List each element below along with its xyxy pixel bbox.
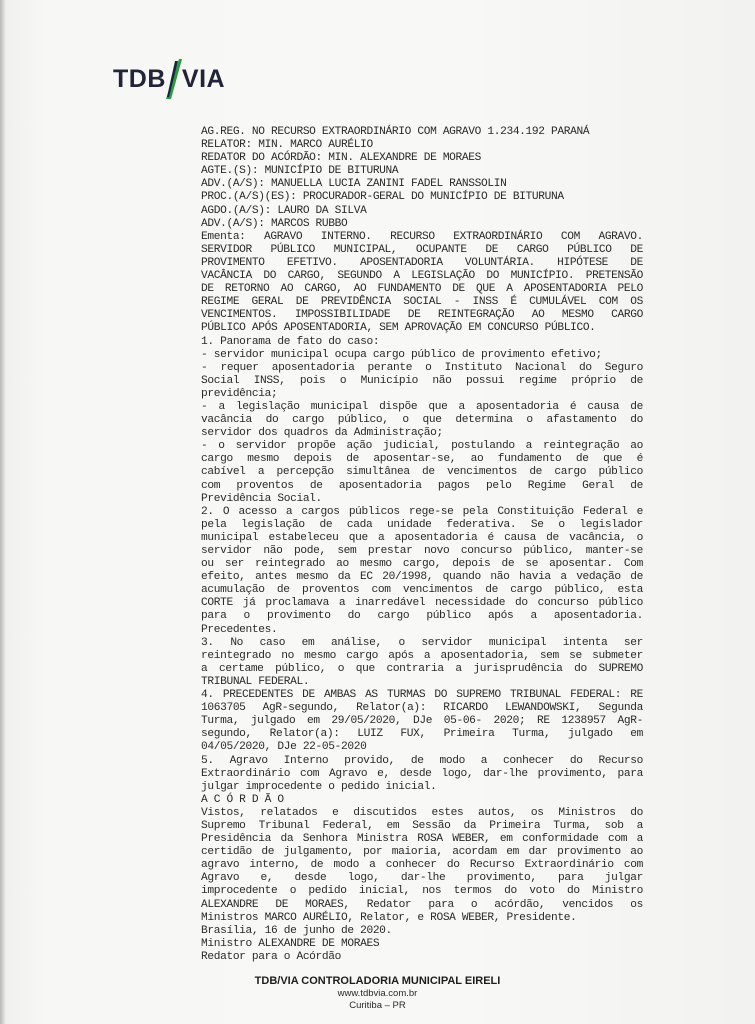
item1-line: - servidor municipal ocupa cargo público de provimento efetivo; bbox=[201, 348, 602, 361]
company-logo bbox=[113, 54, 225, 104]
header-block bbox=[201, 126, 643, 231]
closing-line: Redator para o Acórdão bbox=[201, 950, 341, 963]
judgment-text bbox=[201, 126, 643, 964]
page-footer bbox=[0, 975, 755, 1012]
acordao-line: Ministros MARCO AURÉLIO, Relator, e ROSA WEBER, Presidente. bbox=[201, 911, 577, 924]
item1-line: servidor dos quadros da Administração; bbox=[201, 427, 443, 440]
item3-line: reintegrado no mesmo cargo após a aposentadoria, sem se submeter bbox=[201, 649, 643, 662]
item3-line: TRIBUNAL FEDERAL. bbox=[201, 675, 310, 688]
item2-line: 2. O acesso a cargos públicos rege-se pela Constituição Federal e bbox=[201, 505, 643, 518]
item2-block bbox=[201, 506, 643, 637]
acordao-line: agravo interno, de modo a conhecer do Recurso Extraordinário com bbox=[201, 859, 643, 872]
header-lines-line: ADV.(A/S): MARCOS RUBBO bbox=[201, 217, 348, 230]
item4-line: Turma, julgado em 29/05/2020, DJe 05-06- 2020; RE 1238957 AgR- bbox=[201, 715, 643, 728]
ementa-line: SERVIDOR PÚBLICO MUNICIPAL, OCUPANTE DE CARGO PÚBLICO DE bbox=[201, 243, 643, 256]
item1-line: Previdência Social. bbox=[201, 492, 322, 505]
ementa-line: REGIME GERAL DE PREVIDÊNCIA SOCIAL - INSS É CUMULÁVEL COM OS bbox=[201, 296, 643, 309]
item2-line: ou ser reintegrado ao mesmo cargo, depois de se aposentar. Com bbox=[201, 558, 643, 571]
item5-line: 5. Agravo Interno provido, de modo a conhecer do Recurso bbox=[201, 754, 643, 767]
item3-line: a certame público, o que contraria a jurisprudência do SUPREMO bbox=[201, 662, 643, 675]
header-lines-line: RELATOR: MIN. MARCO AURÉLIO bbox=[201, 139, 373, 152]
acordao-line: ALEXANDRE DE MORAES, Redator para o acórdão, vencidos os bbox=[201, 898, 643, 911]
acordao-line: Vistos, relatados e discutidos estes autos, os Ministros do bbox=[201, 806, 643, 819]
item2-line: pela legislação de cada unidade federativa. Se o legislador bbox=[201, 518, 643, 531]
logo-slash-icon bbox=[165, 57, 183, 101]
ementa-line: PROVIMENTO EFETIVO. APOSENTADORIA VOLUNTÁRIA. HIPÓTESE DE bbox=[201, 256, 643, 269]
item1-line: - o servidor propõe ação judicial, postulando a reintegração ao bbox=[201, 440, 643, 453]
item2-line: efeito, antes mesmo da EC 20/1998, quando não havia a vedação de bbox=[201, 571, 643, 584]
ementa-block bbox=[201, 231, 643, 336]
header-lines-line: ADV.(A/S): MANUELLA LUCIA ZANINI FADEL RANSSOLIN bbox=[201, 178, 507, 191]
ementa-line: VACÂNCIA DO CARGO, SEGUNDO A LEGISLAÇÃO DO MUNICÍPIO. PRETENSÃO bbox=[201, 270, 643, 283]
item5-line: julgar improcedente o pedido inicial. bbox=[201, 780, 437, 793]
item4-line: 04/05/2020, DJe 22-05-2020 bbox=[201, 741, 367, 754]
item2-line: Precedentes. bbox=[201, 623, 278, 636]
item4-line: segundo, Relator(a): LUIZ FUX, Primeira Turma, julgado em bbox=[201, 728, 643, 741]
closing-line: Ministro ALEXANDRE DE MORAES bbox=[201, 937, 380, 950]
item4-block bbox=[201, 689, 643, 754]
item5-block bbox=[201, 755, 643, 794]
item2-line: para o provimento do cargo público após a aposentadoria. bbox=[201, 610, 643, 623]
acordao-line: Presidência da Senhora Ministra ROSA WEBER, em conformidade com a bbox=[201, 833, 643, 846]
ementa-line: Ementa: AGRAVO INTERNO. RECURSO EXTRAORDINÁRIO COM AGRAVO. bbox=[201, 230, 643, 243]
item2-line: CORTE já proclamava a inarredável necessidade do concurso público bbox=[201, 597, 643, 610]
item2-line: municipal estabeleceu que a aposentadoria é causa de vacância, o bbox=[201, 531, 643, 544]
ementa-line: DE RETORNO AO CARGO, AO FUNDAMENTO DE QUE A APOSENTADORIA PELO bbox=[201, 283, 643, 296]
item2-line: acumulação de proventos com vencimentos de cargo público, esta bbox=[201, 584, 643, 597]
header-lines-line: AG.REG. NO RECURSO EXTRAORDINÁRIO COM AGRAVO 1.234.192 PARANÁ bbox=[201, 126, 590, 138]
item1-line: cabível a percepção simultânea de vencimentos de cargo público bbox=[201, 466, 643, 479]
item4-line: 1063705 AgR-segundo, Relator(a): RICARDO LEWANDOWSKI, Segunda bbox=[201, 702, 643, 715]
footer-website: www.tdbvia.com.br bbox=[337, 988, 418, 999]
item1-block bbox=[201, 336, 643, 506]
logo-text-right: VIA bbox=[181, 64, 226, 93]
item1-line: - requer aposentadoria perante o Instituto Nacional do Seguro bbox=[201, 361, 643, 374]
header-lines-line: REDATOR DO ACÓRDÃO: MIN. ALEXANDRE DE MORAES bbox=[201, 152, 481, 165]
footer-company-name: TDB/VIA CONTROLADORIA MUNICIPAL EIRELI bbox=[254, 975, 501, 987]
closing-line: Brasília, 16 de junho de 2020. bbox=[201, 924, 392, 937]
ementa-line: PÚBLICO APÓS APOSENTADORIA, SEM APROVAÇÃO EM CONCURSO PÚBLICO. bbox=[201, 322, 596, 335]
acordao-title: A C Ó R D Ã O bbox=[201, 793, 284, 806]
item3-block bbox=[201, 637, 643, 689]
item5-line: Extraordinário com Agravo e, desde logo, dar-lhe provimento, para bbox=[201, 767, 643, 780]
footer-city: Curitiba – PR bbox=[349, 1000, 406, 1011]
logo-text-left: TDB bbox=[113, 64, 166, 93]
item1-line: - a legislação municipal dispõe que a aposentadoria é causa de bbox=[201, 400, 643, 413]
item1-line: com proventos de aposentadoria pagos pelo Regime Geral de bbox=[201, 479, 643, 492]
item1-line: previdência; bbox=[201, 387, 278, 400]
item1-line: 1. Panorama de fato do caso: bbox=[201, 335, 380, 348]
ementa-line: VENCIMENTOS. IMPOSSIBILIDADE DE REINTEGRAÇÃO AO MESMO CARGO bbox=[201, 309, 643, 322]
header-lines-line: AGTE.(S): MUNICÍPIO DE BITURUNA bbox=[201, 165, 399, 178]
item1-line: cargo mesmo depois de aposentar-se, ao fundamento de que é bbox=[201, 453, 643, 466]
header-lines-line: AGDO.(A/S): LAURO DA SILVA bbox=[201, 204, 367, 217]
acordao-line: Supremo Tribunal Federal, em Sessão da Primeira Turma, sob a bbox=[201, 819, 643, 832]
acordao-block bbox=[201, 807, 643, 925]
item1-line: vacância do cargo público, o que determina o afastamento do bbox=[201, 414, 643, 427]
item3-line: 3. No caso em análise, o servidor municipal intenta ser bbox=[201, 636, 643, 649]
acordao-line: improcedente o pedido inicial, nos termos do voto do Ministro bbox=[201, 885, 643, 898]
item4-line: 4. PRECEDENTES DE AMBAS AS TURMAS DO SUPREMO TRIBUNAL FEDERAL: RE bbox=[201, 689, 643, 702]
header-lines-line: PROC.(A/S)(ES): PROCURADOR-GERAL DO MUNICÍPIO DE BITURUNA bbox=[201, 191, 564, 204]
acordao-line: certidão de julgamento, por maioria, acordam em dar provimento ao bbox=[201, 846, 643, 859]
closing-block bbox=[201, 925, 643, 964]
acordao-line: Agravo e, desde logo, dar-lhe provimento, para julgar bbox=[201, 872, 643, 885]
item1-line: Social INSS, pois o Município não possui regime próprio de bbox=[201, 374, 643, 387]
item2-line: servidor não pode, sem prestar novo concurso público, manter-se bbox=[201, 545, 643, 557]
